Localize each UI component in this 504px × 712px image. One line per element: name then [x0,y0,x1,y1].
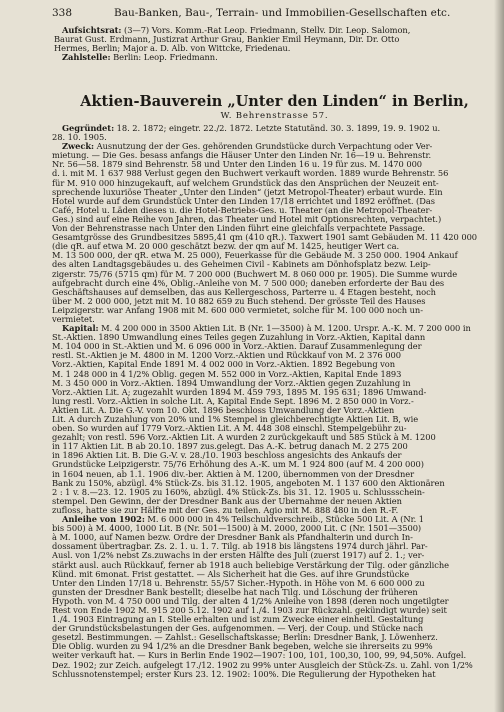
section-label: Zahlstelle: [62,53,111,63]
text-line [52,260,497,269]
section-label: Anleihe von 1902: [62,515,145,525]
line-text: M. 4 200 000 in 3500 Aktien Lit. B (Nr. 1—3500) à M. 1200. Urspr. A.-K. M. 7 200 000 in [98,324,471,334]
line-text: (die qR. auf etwa M. 20 000 geschätzt bezw. der qm auf M. 1425, heutiger Wert ca. [52,242,400,252]
line-text: Café, Hotel u. Läden dieses u. die Hotel-Betriebs-Ges. u. Theater (an die Metropol-Theater- [52,205,433,215]
text-line [52,188,497,197]
text-line [52,251,497,260]
line-text: à M. 1000, auf Namen bezw. Ordre der Dresdner Bank als Pfandhalterin und durch In- [52,533,413,543]
text-line [52,388,497,397]
line-text: 1./4. 1903 Eintragung an I. Stelle erhalten und ist zum Zwecke einer einheitl. Gestaltung [52,615,424,625]
line-text: St.-Aktien. 1890 Umwandlung eines Teiles gegen Zuzahlung in Vorz.-Aktien, Kapital dann [52,333,426,343]
text-line [52,306,497,315]
text-line [52,342,497,351]
text-line [52,315,497,324]
text-line [52,133,497,142]
line-text: 2 : 1 v. 8.—23. 12. 1905 zu 160%, abzügl. 4% Stück-Zs. bis 31. 12. 1905 u. Schlussschein- [52,487,425,497]
text-line [52,433,497,442]
company-title: Aktien-Bauverein „Unter den Linden“ in Berlin, [80,93,469,110]
line-text: des alten Landtagsgebäudes u. des Geheimen Civil - Kabinets am Dönhofsplatz bezw. Leip- [52,260,431,270]
line-text: 18. 2. 1872; eingetr. 22./2. 1872. Letzte Statutänd. 30. 3. 1899, 19. 9. 1902 u. [114,124,441,133]
text-line [52,53,497,62]
line-text: stärkt ausl. auch Rückkauf, ferner ab 1918 auch beliebige Verstärkung der Tilg. oder gänzliche [52,560,449,570]
section-label: Aufsichtsrat: [62,26,122,35]
line-text: mietung. — Die Ges. besass anfangs die Häuser Unter den Linden Nr. 16—19 u. Behrenstr. [52,151,432,161]
text-line [52,561,497,570]
text-line [52,670,497,679]
text-line [52,579,497,588]
line-text: Geschäftshauses auf demselben, das aus Kellergeschoss, Parterre u. 4 Etagen besteht, noch [52,287,436,297]
text-line [52,233,497,242]
text-line [52,442,497,451]
text-line [52,460,497,469]
text-line [52,124,497,133]
line-text: Ausnutzung der der Ges. gehörenden Grundstücke durch Verpachtung oder Ver- [94,142,433,152]
text-line [52,479,497,488]
text-line [52,597,497,606]
text-line [52,651,497,660]
line-text: gesetzl. Bestimmungen. — Zahlst.: Gesellschaftskasse; Berlin: Dresdner Bank, J. Löwenherz. [52,633,438,643]
previous-entry-tail [52,26,497,62]
line-text: Vorz.-Aktien, Kapital Ende 1891 M. 4 002 000 in Vorz.-Aktien. 1892 Begebung von [52,360,396,370]
line-text: bis 500) à M. 4000, 1000 Lit. B (Nr. 501—1500) à M. 2000, 2000 Lit. C (Nr. 1501—3500) [52,524,422,534]
line-text: sprechende luxuriöse Theater „Unter den Linden“ (jetzt Metropol-Theater) erbaut wurde. Ein [52,187,443,197]
line-text: Ausl. von 1/2% nebst Zs.zuwachs in der ersten Hälfte des Juli (zuerst 1917) auf 2. 1.; ver- [52,551,425,561]
line-text: (3—7) Vors. Komm.-Rat Leop. Friedmann, Stellv. Dir. Leop. Salomon, [121,26,411,35]
line-text: Nr. 56—58. 1879 sind Behrenstr. 58 und Unter den Linden 16 u. 19 für zus. M. 1470 000 [52,160,423,170]
line-text: Rest von Ende 1902 M. 915 200 5.12. 1902 auf 1./4. 1903 zur Rückzahl. gekündigt wurde) seit [52,605,447,615]
line-text: Hermes, Berlin; Major a. D. Alb. von Wittcke, Friedenau. [54,44,291,54]
line-text: M. 6 000 000 in 4% Teilschuldverschreib., Stücke 500 Lit. A (Nr. 1 [144,515,424,525]
text-line [52,44,497,53]
line-text: lung restl. Vorz.-Aktien in solche Lit. A, Kapital Ende Sept. 1896 M. 2 850 000 in Vorz.- [52,396,414,406]
text-line [52,169,497,178]
line-text: stempel. Den Gewinn, der der Dresdner Bank aus der Übernahme der neuen Aktien [52,496,402,506]
line-text: oben. So wurden auf 1779 Vorz.-Aktien Lit. A M. 448 308 einschl. Stempelgebühr zu- [52,424,407,434]
line-text: dossament übertragbar. Zs. 2. 1. u. 1. 7. Tilg. ab 1918 bis längstens 1974 durch jährl. Par- [52,542,428,552]
text-line [52,497,497,506]
text-line [52,224,497,233]
company-address: W. Behrenstrasse 57. [220,111,329,121]
line-text: Ges.) sind auf eine Reihe von Jahren, das Theater und Hotel mit Optionsrechten, verpachtet.) [52,214,442,224]
text-line [52,397,497,406]
line-text: in 117 Aktien Lit. B ab 20.10. 1897 zus.gelegt. Das A.-K. betrug danach M. 2 275 200 [52,442,408,452]
text-line [52,470,497,479]
text-line [52,451,497,460]
line-text: Unter den Linden 17/18 u. Behrenstr. 55/57 Sicher.-Hypoth. in Höhe von M. 6 600 000 zu [52,578,425,588]
page-number: 338 [52,7,73,19]
line-text: Künd. mit 6monat. Frist gestattet. — Als Sicherheit hat die Ges. auf ihre Grundstücke [52,569,410,579]
line-text: in 1604 neuen, ab 1.1. 1906 div.-ber. Aktien à M. 1200, übernommen von der Dresdner [52,469,415,479]
line-text: Baurat Gust. Erdmann, Justizrat Arthur Grau, Bankier Emil Heymann, Dir. Dr. Otto [54,35,400,45]
text-line [52,488,497,497]
text-line [52,624,497,633]
text-line [52,533,497,542]
line-text: Hypoth. von M. 4 750 000 und Tilg. der alten 4 1/2% Anleihe von 1898 (deren noch ungetilgter [52,596,449,606]
line-text: für M. 910 000 hinzugekauft, auf welchem Grundstück das den Ansprüchen der Neuzeit ent- [52,178,439,188]
text-line [52,606,497,615]
line-text: Leipzigerstr. war Anfang 1908 mit M. 600 000 vermietet, solche für M. 100 000 noch un- [52,305,423,315]
text-line [52,324,497,333]
line-text: zufloss, hatte sie zur Hälfte mit der Ges. zu teilen. Agio mit M. 888 480 in den R.-F. [52,505,399,515]
line-text: über M. 2 000 000, jetzt mit M. 10 882 659 zu Buch stehend. Der grösste Teil des Hauses [52,296,426,306]
text-line [52,370,497,379]
text-line [52,661,497,670]
text-line [52,633,497,642]
section-label: Kapital: [62,324,99,334]
line-text: zigerstr. 75/76 (5715 qm) für M. 7 200 000 (Buchwert M. 8 060 000 pr. 1905). Die Summe wurde [52,269,458,279]
text-line [52,360,497,369]
section-label: Gegründet: [62,124,115,133]
text-line [52,288,497,297]
line-text: der Grundstücksbelastungen der Ges. aufgenommen. — Verj. der Coup. und Stücke nach [52,624,424,634]
text-line [52,424,497,433]
text-line [52,206,497,215]
text-line [52,197,497,206]
running-title: Bau-Banken, Bau-, Terrain- und Immobilien-Gesellschaften etc. [114,7,451,19]
text-line [52,415,497,424]
line-text: M. 13 500 000, der qR. etwa M. 25 000), Feuerkasse für die Gebäude M. 3 250 000. 1904 Ankauf [52,251,458,261]
line-text: Von der Behrenstrasse nach Unter den Linden führt eine gleichfalls verpachtete Passage. [52,224,426,234]
section-label: Zweck: [62,142,95,152]
text-line [52,279,497,288]
line-text: M. 3 450 000 in Vorz.-Aktien. 1894 Umwandlung der Vorz.-Aktien gegen Zuzahlung in [52,378,411,388]
text-line [52,642,497,651]
text-line [52,142,497,151]
line-text: Berlin: Leop. Friedmann. [110,53,218,63]
text-line [52,270,497,279]
line-text: d. i. mit M. 1 637 988 Verlust gegen den Buchwert verkauft worden. 1889 wurde Behrenstr. 56 [52,169,449,179]
text-line [52,379,497,388]
text-line [52,179,497,188]
line-text: Aktien Lit. A. Die G.-V. vom 10. Okt. 1896 beschloss Umwandlung der Vorz.-Aktien [52,405,395,415]
company-entry-body [52,124,497,679]
text-line [52,515,497,524]
line-text: M. 104 000 in St.-Aktien und M. 6 096 000 in Vorz.-Aktien. Darauf Zusammenlegung der [52,342,422,352]
text-line [52,297,497,306]
running-header [52,5,497,21]
line-text: gezahlt; von restl. 596 Vorz.-Aktien Lit. A wurden 2 zurückgekauft und 585 Stück à M. 1200 [52,433,436,443]
line-text: Lit. A durch Zuzahlung von 20% und 1% Stempel in gleichberechtigte Aktien Lit. B, wie [52,415,419,424]
line-text: Die Oblig. wurden zu 94 1/2% an die Dresdner Bank begeben, welche sie ihrerseits zu 99% [52,642,433,652]
line-text: Vorz.-Aktien Lit. A; zugezahlt wurden 1894 M. 459 793, 1895 M. 195 631; 1896 Umwand- [52,387,427,397]
line-text: vermietet. [52,314,95,324]
line-text: 28. 10. 1905. [52,133,107,143]
text-line [52,506,497,515]
line-text: Grundstücke Leipzigerstr. 75/76 Erhöhung des A.-K. um M. 1 924 800 (auf M. 4 200 000) [52,460,424,470]
text-line [52,551,497,560]
text-line [52,615,497,624]
line-text: weiter verkauft hat. — Kurs in Berlin Ende 1902—1907: 100, 101, 100,30, 100, 99, 94,50%. Aufgel. [52,651,467,661]
text-line [52,160,497,169]
line-text: in 1896 Aktien Lit. B. Die G.-V. v. 28./10. 1903 beschloss angesichts des Ankaufs der [52,451,402,461]
line-text: Gesamtgrösse des Grundbesitzes 5895,41 qm (410 qR.). Taxwert 1901 samt Gebäuden M. 11 420 000 [52,233,478,243]
line-text: Bank zu 150%, abzügl. 4% Stück-Zs. bis 31.12. 1905, angeboten M. 1 137 600 den Aktionären [52,478,445,488]
line-text: Hotel wurde auf dem Grundstück Unter den Linden 17/18 errichtet und 1892 eröffnet. (Das [52,196,435,206]
line-text: M. 1 248 000 in 4 1/2% Oblig. gegen M. 552 000 in Vorz.-Aktien, Kapital Ende 1893 [52,369,402,379]
text-line [52,570,497,579]
text-line [52,542,497,551]
line-text: gunsten der Dresdner Bank bestellt; dieselbe hat nach Tilg. und Löschung der früheren [52,587,418,597]
text-line [52,351,497,360]
text-line [52,215,497,224]
line-text: restl. St.-Aktien je M. 4800 in M. 1200 Vorz.-Aktien und Rückkauf von M. 2 376 000 [52,351,401,361]
text-line [52,524,497,533]
line-text: Dez. 1902; zur Zeich. aufgelegt 17./12. 1902 zu 99% unter Ausgleich der Stück-Zs. u. Zahl. von 1/2% [52,660,473,670]
text-line [52,333,497,342]
text-line [52,406,497,415]
line-text: Schlussnotenstempel; erster Kurs 23. 12. 1902: 100%. Die Regulierung der Hypotheken hat [52,669,436,679]
line-text: aufgebracht durch eine 4%, Oblig.-Anleihe von M. 7 500 000; daneben erforderte der Bau des [52,278,445,288]
text-line [52,588,497,597]
text-line [52,242,497,251]
text-line [52,26,497,35]
text-line [52,35,497,44]
text-line [52,151,497,160]
